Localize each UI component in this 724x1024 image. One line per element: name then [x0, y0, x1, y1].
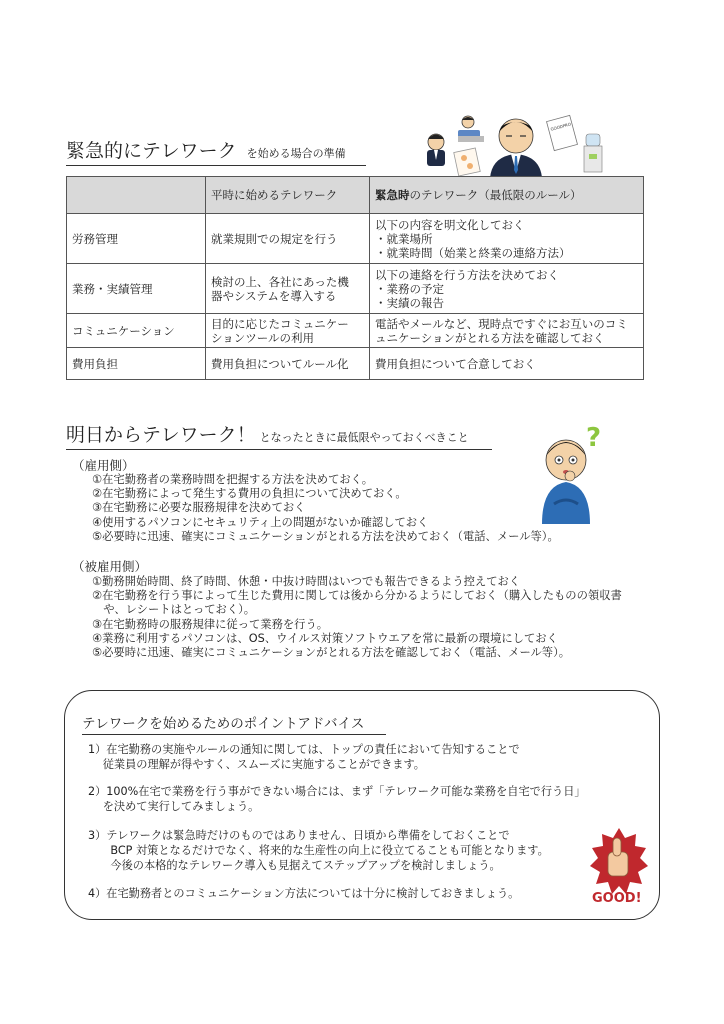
advice-line: 2）100%在宅で業務を行う事ができない場合には、まず「テレワーク可能な業務を自宅で行う日」: [88, 785, 586, 798]
section2-heading: [66, 420, 492, 450]
cell-line: 目的に応じたコミュニケー: [211, 316, 349, 331]
laptop-worker-icon: [458, 116, 484, 142]
cell-line: ・業務の予定: [375, 281, 444, 296]
cell-line: ・就業場所: [375, 231, 433, 246]
row-emergency: [370, 348, 644, 380]
table-row: [67, 314, 644, 348]
list-item: ③在宅勤務に必要な服務規律を決めておく: [92, 501, 306, 515]
cell-line: ュニケーションがとれる方法を確認しておく: [375, 330, 605, 345]
employer-list: [92, 473, 632, 544]
table-header-normal: 平時に始めるテレワーク: [206, 177, 370, 214]
row-normal: [206, 264, 370, 314]
employee-list: [92, 575, 632, 660]
list-item: ②在宅勤務によって発生する費用の負担について決めておく。: [92, 487, 407, 501]
cell-line: ・実績の報告: [375, 295, 444, 310]
cell-line: 費用負担についてルール化: [211, 356, 349, 371]
cell-line: 検討の上、各社にあった機: [211, 274, 349, 289]
table-row: [67, 214, 644, 264]
row-label: 費用負担: [67, 348, 206, 380]
employee-heading: （被雇用側）: [72, 559, 148, 574]
list-item: や、レシートはとっておく）。: [92, 603, 256, 617]
documents-icon: [454, 148, 481, 176]
cell-line: 費用負担について合意しておく: [375, 356, 536, 371]
cell-line: 就業規則での規定を行う: [211, 231, 338, 246]
emergency-emphasis: 緊急時: [375, 188, 410, 202]
advice-item-2: [88, 784, 586, 814]
row-normal: [206, 314, 370, 348]
employer-heading: （雇用側）: [72, 458, 135, 473]
good-thumbs-up-icon: [588, 826, 650, 906]
row-label: 業務・実績管理: [67, 264, 206, 314]
emergency-header-rest: のテレワーク（最低限のルール）: [409, 188, 582, 202]
list-item: ⑤必要時に迅速、確実にコミュニケーションがとれる方法を決めておく（電話、メール等）。: [92, 529, 559, 543]
list-item: ③在宅勤務時の服務規律に従って業務を行う。: [92, 617, 329, 631]
table-row: [67, 348, 644, 380]
cell-line: 以下の連絡を行う方法を決めておく: [375, 267, 559, 282]
section1-heading: [66, 136, 366, 166]
advice-line: 従業員の理解が得やすく、スムーズに実施することができます。: [88, 758, 425, 771]
table-header-row: [67, 177, 644, 214]
cell-line: 以下の内容を明文化しておく: [375, 217, 525, 232]
section2-subtitle: となったときに最低限やっておくべきこと: [259, 431, 469, 444]
advice-title: テレワークを始めるためのポイントアドバイス: [82, 712, 386, 735]
table-header-cell-empty: [67, 177, 206, 214]
advice-line: 1）在宅勤務の実施やルールの通知に関しては、トップの責任において告知することで: [88, 743, 520, 756]
businessman-icon: [490, 119, 542, 178]
section1-title: 緊急的にテレワーク: [66, 140, 237, 162]
board-text: GOODPRO: [550, 121, 572, 132]
advice-line: 4）在宅勤務者とのコミュニケーション方法については十分に検討しておきましょう。: [88, 887, 520, 900]
list-item: ④使用するパソコンにセキュリティ上の問題がないか確認しておく: [92, 515, 429, 529]
good-label: GOOD!: [592, 891, 642, 906]
advice-item-1: [88, 742, 520, 772]
list-item: ②在宅勤務を行う事によって生じた費用に関しては後から分かるようにしておく（購入したものの領収書: [92, 589, 622, 603]
row-label: 労務管理: [67, 214, 206, 264]
cell-line: ションツールの利用: [211, 330, 315, 345]
water-server-icon: [584, 134, 602, 172]
advice-line: 3）テレワークは緊急時だけのものではありません、日頃から準備をしておくことで: [88, 829, 510, 842]
advice-line: を決めて実行してみましょう。: [88, 800, 260, 813]
row-label: コミュニケーション: [67, 314, 206, 348]
cell-line: ・就業時間（始業と終業の連絡方法）: [375, 245, 571, 260]
advice-line: BCP 対策となるだけでなく、将来的な生産性の向上に役立てることも可能となります。: [88, 844, 549, 857]
question-mark-icon: ?: [586, 424, 602, 453]
list-item: ①勤務開始時間、終了時間、休憩・中抜け時間はいつでも報告できるよう控えておく: [92, 575, 521, 588]
section2-title: 明日からテレワーク！: [66, 424, 256, 446]
row-emergency: [370, 264, 644, 314]
row-normal: [206, 348, 370, 380]
row-emergency: [370, 314, 644, 348]
advice-item-3: [88, 828, 549, 873]
table-row: [67, 264, 644, 314]
small-worker-icon: [427, 134, 445, 166]
office-workers-illustration: [418, 112, 618, 178]
cell-line: 器やシステムを導入する: [211, 288, 337, 303]
document-board-icon: [547, 115, 578, 150]
row-emergency: [370, 214, 644, 264]
cell-line: 電話やメールなど、現時点ですぐにお互いのコミ: [375, 316, 628, 331]
list-item: ⑤必要時に迅速、確実にコミュニケーションがとれる方法を確認しておく（電話、メール等）。: [92, 646, 571, 660]
advice-line: 今後の本格的なテレワーク導入も見据えてステップアップを検討しましょう。: [88, 859, 501, 872]
preparation-table: [66, 176, 644, 380]
list-item: ①在宅勤務者の業務時間を把握する方法を決めておく。: [92, 473, 374, 486]
list-item: ④業務に利用するパソコンは、OS、ウイルス対策ソフトウエアを常に最新の環境にしておく: [92, 631, 558, 645]
section1-subtitle: を始める場合の準備: [246, 147, 346, 160]
advice-item-4: [88, 886, 519, 901]
table-header-emergency: [370, 177, 644, 214]
row-normal: [206, 214, 370, 264]
